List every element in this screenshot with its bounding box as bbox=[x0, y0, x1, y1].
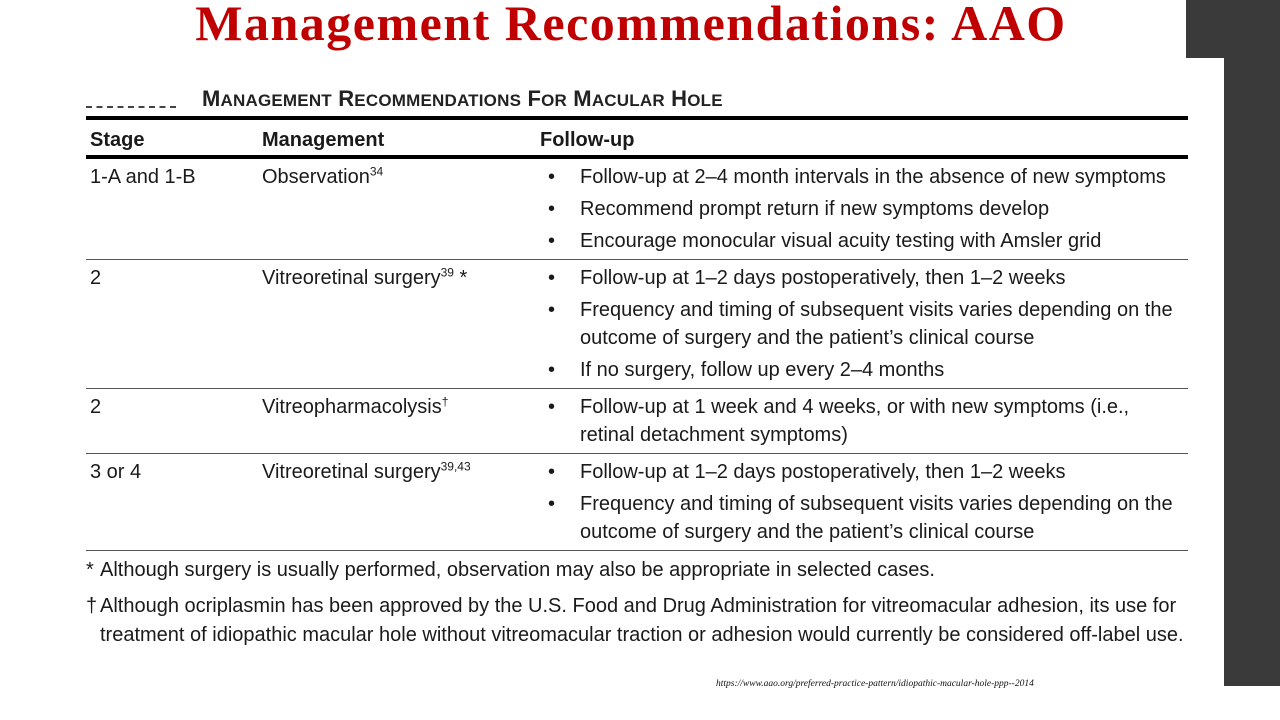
followup-item: • If no surgery, follow up every 2–4 months bbox=[540, 356, 1184, 384]
stage-cell: 2 bbox=[86, 389, 258, 454]
followup-item: • Frequency and timing of subsequent visits varies depending on the outcome of surgery and the patient’s clinical course bbox=[540, 490, 1184, 546]
management-cell bbox=[258, 454, 536, 551]
management-text: Vitreoretinal surgery bbox=[262, 461, 441, 483]
header-stage: Stage bbox=[86, 118, 258, 157]
table-number-label bbox=[86, 96, 176, 108]
followup-cell bbox=[536, 260, 1188, 389]
reference-sup: 39,43 bbox=[440, 459, 471, 474]
management-cell bbox=[258, 260, 536, 389]
followup-item: • Follow-up at 1–2 days postoperatively, then 1–2 weeks bbox=[540, 264, 1184, 292]
table-title: MANAGEMENT RECOMMENDATIONS FOR MACULAR HOLE bbox=[202, 86, 723, 111]
followup-item: • Encourage monocular visual acuity testing with Amsler grid bbox=[540, 227, 1184, 255]
reference-sup: 34 bbox=[369, 164, 384, 179]
decorative-bar-top bbox=[1186, 0, 1280, 58]
footnote-marker: * bbox=[453, 267, 468, 289]
footnote-text: Although surgery is usually performed, observation may also be appropriate in selected cases. bbox=[100, 559, 935, 581]
followup-item: • Follow-up at 1–2 days postoperatively, then 1–2 weeks bbox=[540, 458, 1184, 486]
footnote-text: Although ocriplasmin has been approved by the U.S. Food and Drug Administration for vitreomacular adhesion, its use for treatment of idiopathic macular hole without vitreomacular traction or adhesion would currently be considered off-label use. bbox=[100, 595, 1184, 646]
followup-cell bbox=[536, 454, 1188, 551]
management-cell bbox=[258, 389, 536, 454]
management-text: Vitreopharmacolysis bbox=[262, 396, 442, 418]
table-header-row bbox=[86, 118, 1188, 157]
followup-cell bbox=[536, 157, 1188, 260]
followup-list bbox=[540, 458, 1184, 546]
table-row bbox=[86, 389, 1188, 454]
footnotes bbox=[86, 556, 1186, 657]
footnote bbox=[86, 592, 1186, 650]
decorative-bar bbox=[1224, 58, 1280, 686]
stage-cell: 2 bbox=[86, 260, 258, 389]
followup-item: • Recommend prompt return if new symptoms develop bbox=[540, 195, 1184, 223]
followup-cell bbox=[536, 389, 1188, 454]
header-followup: Follow-up bbox=[536, 118, 1188, 157]
followup-item: • Follow-up at 1 week and 4 weeks, or with new symptoms (i.e., retinal detachment symptoms) bbox=[540, 393, 1184, 449]
footnote bbox=[86, 556, 1186, 585]
followup-list bbox=[540, 393, 1184, 449]
management-text: Observation bbox=[262, 166, 370, 188]
source-link[interactable]: https://www.aao.org/preferred-practice-pattern/idiopathic-macular-hole-ppp--2014 bbox=[716, 679, 1034, 689]
followup-item: • Frequency and timing of subsequent visits varies depending on the outcome of surgery and the patient’s clinical course bbox=[540, 296, 1184, 352]
table-row bbox=[86, 157, 1188, 260]
management-table bbox=[86, 116, 1188, 551]
footnote-mark: † bbox=[86, 595, 98, 617]
table-row bbox=[86, 454, 1188, 551]
management-text: Vitreoretinal surgery bbox=[262, 267, 441, 289]
stage-cell: 3 or 4 bbox=[86, 454, 258, 551]
header-management: Management bbox=[258, 118, 536, 157]
reference-sup: † bbox=[441, 394, 449, 409]
footnote-mark: * bbox=[86, 559, 94, 581]
table-row bbox=[86, 260, 1188, 389]
followup-item: • Follow-up at 2–4 month intervals in the absence of new symptoms bbox=[540, 163, 1184, 191]
followup-list bbox=[540, 264, 1184, 384]
slide-title: Management Recommendations: AAO bbox=[195, 0, 1067, 51]
reference-sup: 39 bbox=[440, 265, 454, 280]
management-cell bbox=[258, 157, 536, 260]
stage-cell: 1-A and 1-B bbox=[86, 157, 258, 260]
followup-list bbox=[540, 163, 1184, 255]
